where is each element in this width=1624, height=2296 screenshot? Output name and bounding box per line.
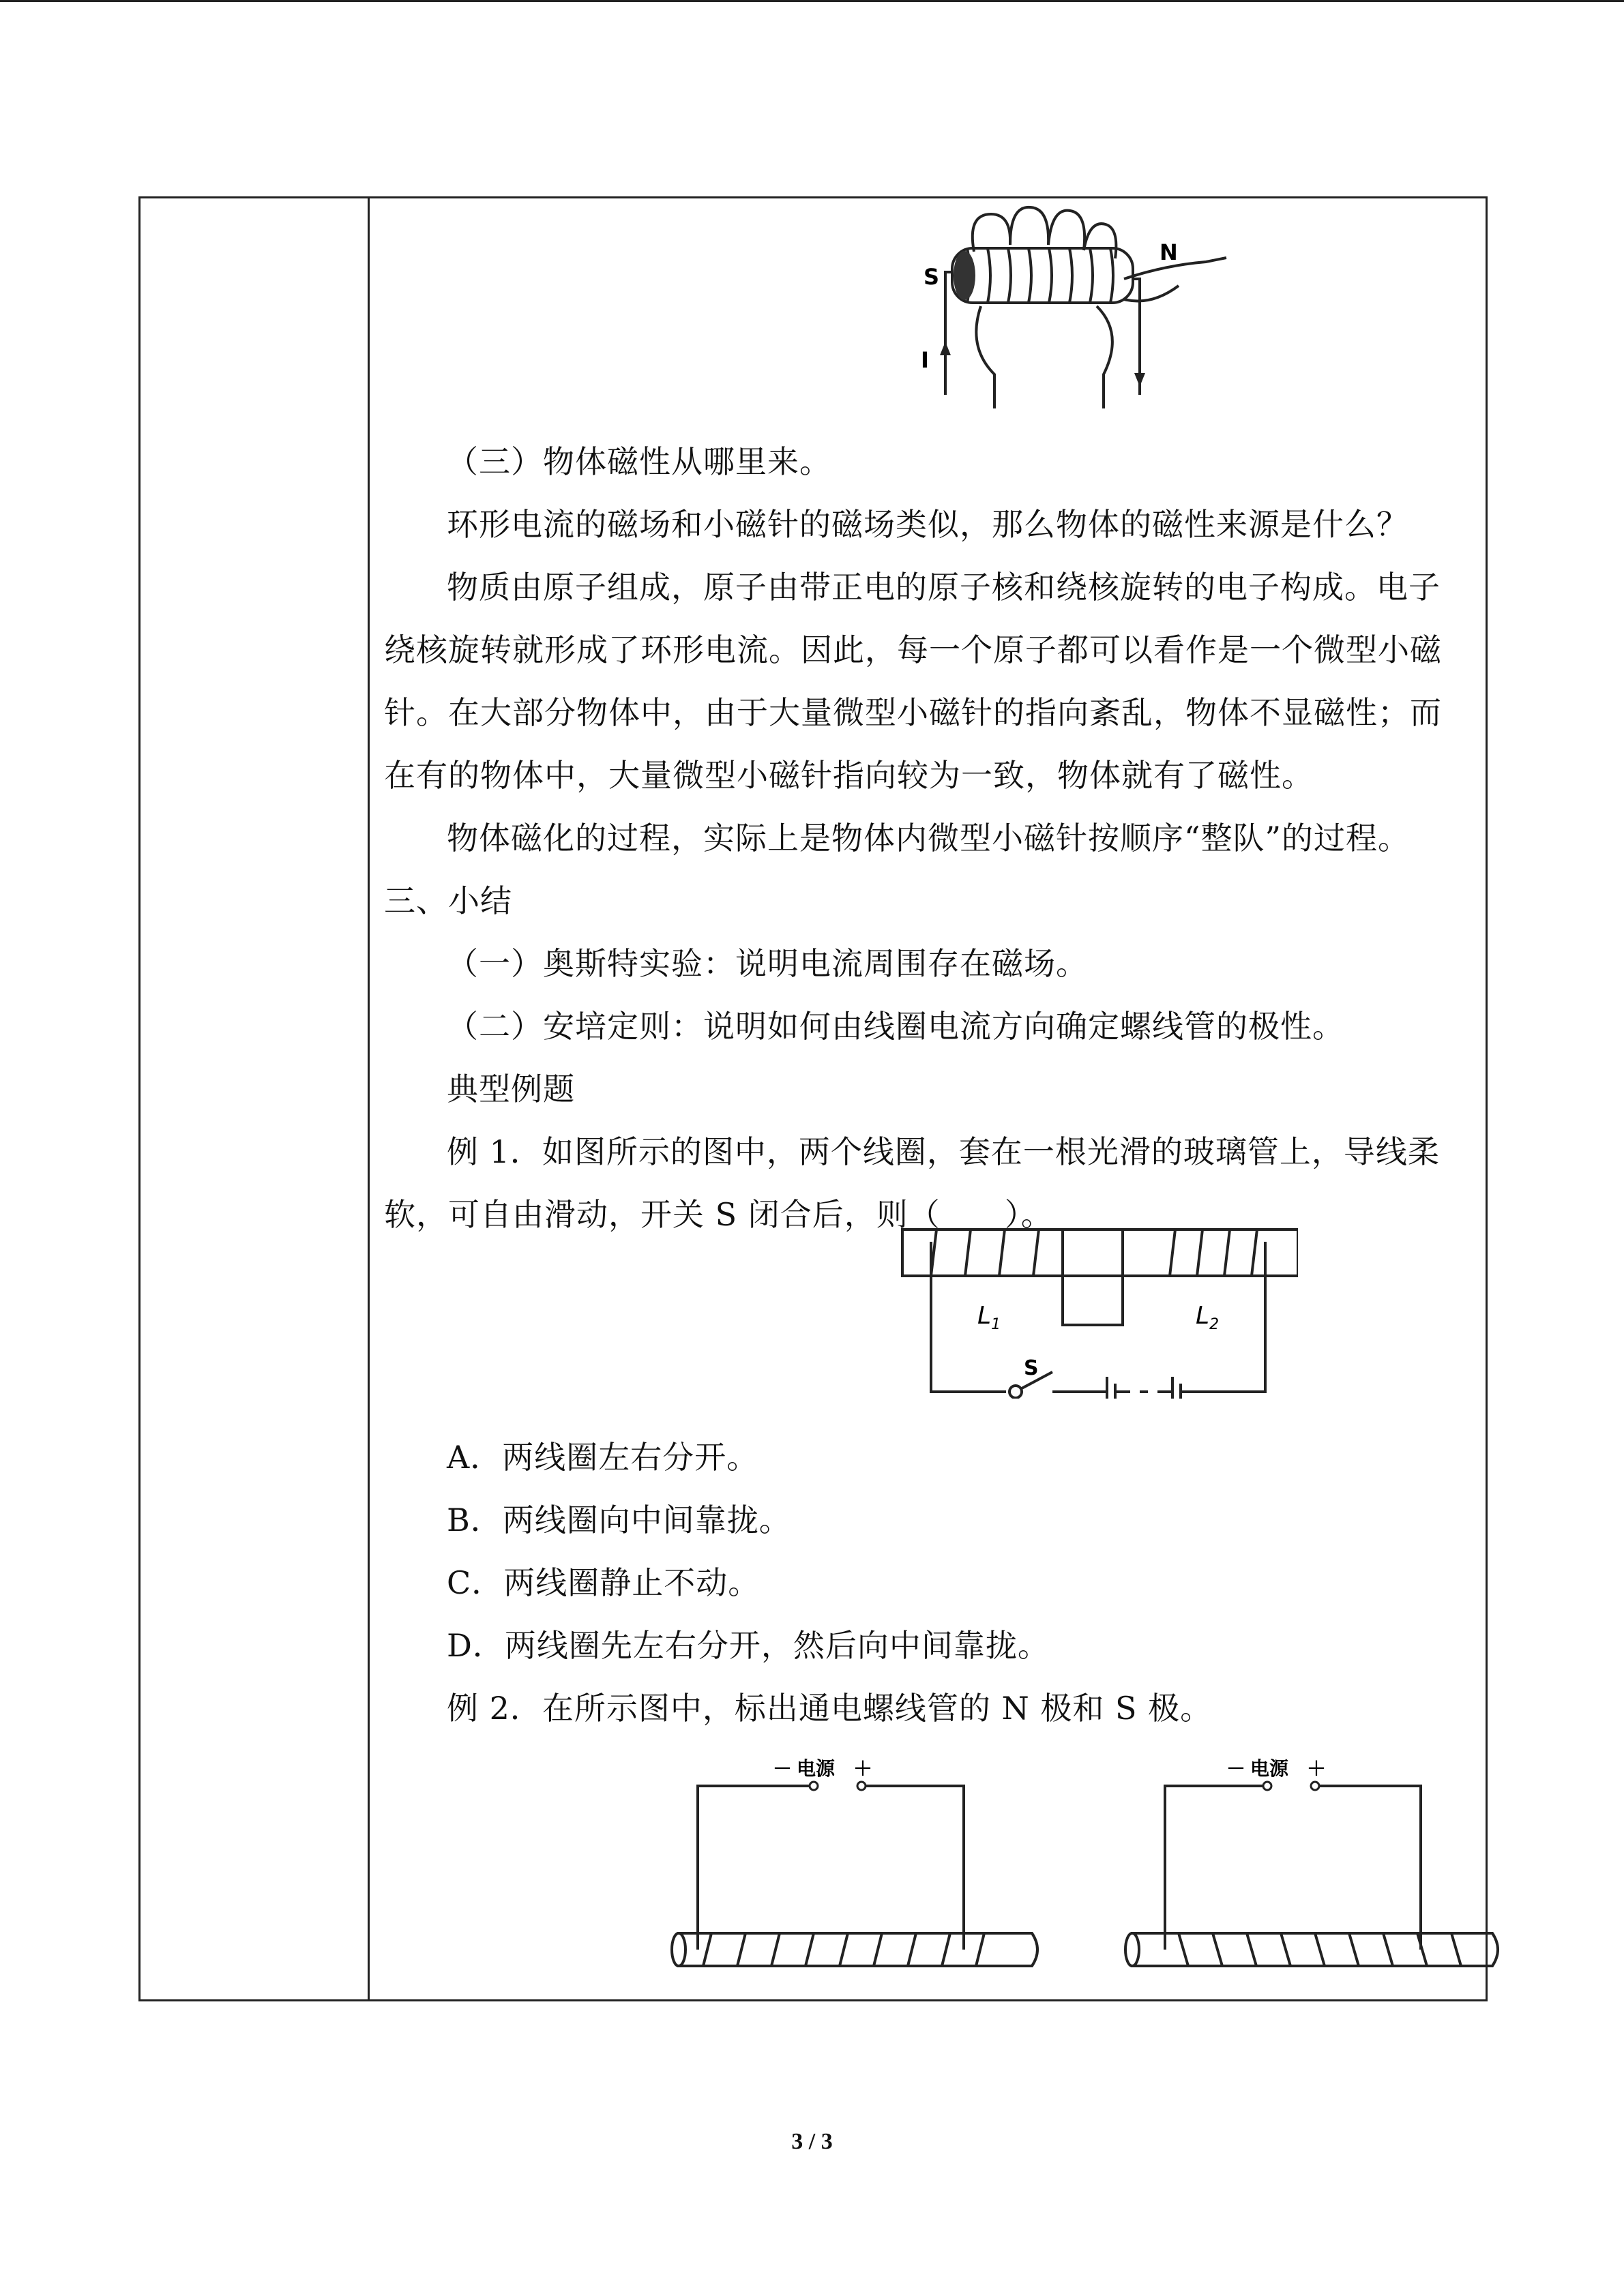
- switch-contact: [1009, 1386, 1022, 1398]
- terminal-right: [857, 1782, 866, 1790]
- power-source-label: 电源: [1250, 1757, 1289, 1780]
- coil-l1-label: $L_1$: [977, 1302, 1001, 1333]
- paragraph-magnetize: 物体磁化的过程，实际上是物体内微型小磁针按顺序“整队”的过程。: [447, 820, 1411, 856]
- coil-end-dark: [954, 251, 975, 300]
- page-number: 3 / 3: [791, 2129, 833, 2154]
- glass-tube: [902, 1229, 1298, 1276]
- option-d: D．两线圈先左右分开，然后向中间靠拢。: [447, 1627, 1050, 1664]
- power-minus-label: －: [1226, 1757, 1246, 1780]
- power-minus-label: －: [773, 1757, 793, 1780]
- solenoid-figure-left: [670, 1755, 1080, 1986]
- power-plus-label: ＋: [1307, 1757, 1327, 1780]
- column-divider: [368, 198, 370, 1999]
- examples-heading: 典型例题: [447, 1071, 575, 1107]
- current-arrow-down: [1134, 373, 1145, 387]
- current-arrow-up: [940, 342, 951, 355]
- lesson-table: [138, 196, 1488, 2001]
- ampere-right-hand-rule-figure: [919, 204, 1240, 415]
- solenoid-figure-right: [1124, 1755, 1526, 1986]
- section3-title: （三）物体磁性从哪里来。: [447, 443, 831, 480]
- summary-item-2: （二）安培定则：说明如何由线圈电流方向确定螺线管的极性。: [447, 1008, 1344, 1045]
- power-source-label: 电源: [797, 1757, 836, 1780]
- terminal-left: [810, 1782, 818, 1790]
- option-b: B．两线圈向中间靠拢。: [447, 1502, 791, 1538]
- summary-item-1: （一）奥斯特实验：说明电流周围存在磁场。: [447, 945, 1088, 982]
- summary-heading: 三、小结: [384, 882, 512, 919]
- pole-n-label: N: [1160, 239, 1178, 265]
- pole-s-label: S: [924, 264, 940, 290]
- top-border-line: [0, 0, 1624, 2]
- question-line: 环形电流的磁场和小磁针的磁场类似，那么物体的磁性来源是什么？: [447, 506, 1408, 543]
- coil-l2-label: $L_2$: [1196, 1302, 1220, 1333]
- current-i-label: I: [921, 347, 929, 373]
- option-c: C．两线圈静止不动。: [447, 1564, 761, 1601]
- example-1-question: 例 1．如图所示的图中，两个线圈，套在一根光滑的玻璃管上，导线柔软，可自由滑动，开关 S 闭合后，则（ ）。: [384, 1133, 1440, 1233]
- example-2-question: 例 2．在所示图中，标出通电螺线管的 N 极和 S 极。: [447, 1690, 1213, 1727]
- content-cell: [384, 198, 1468, 1999]
- paragraph-atoms: 物质由原子组成，原子由带正电的原子核和绕核旋转的电子构成。电子绕核旋转就形成了环形电流。因此，每一个原子都可以看作是一个微型小磁针。在大部分物体中，由于大量微型小磁针的指向紊乱，物体不显磁性；而在有的物体中，大量微型小磁针指向较为一致，物体就有了磁性。: [384, 569, 1442, 794]
- terminal-right: [1311, 1782, 1319, 1790]
- option-a: A．两线圈左右分开。: [447, 1439, 759, 1476]
- power-plus-label: ＋: [853, 1757, 873, 1780]
- terminal-left: [1263, 1782, 1271, 1790]
- two-coils-circuit-figure: [896, 1221, 1298, 1399]
- switch-s-label: S: [1024, 1356, 1039, 1380]
